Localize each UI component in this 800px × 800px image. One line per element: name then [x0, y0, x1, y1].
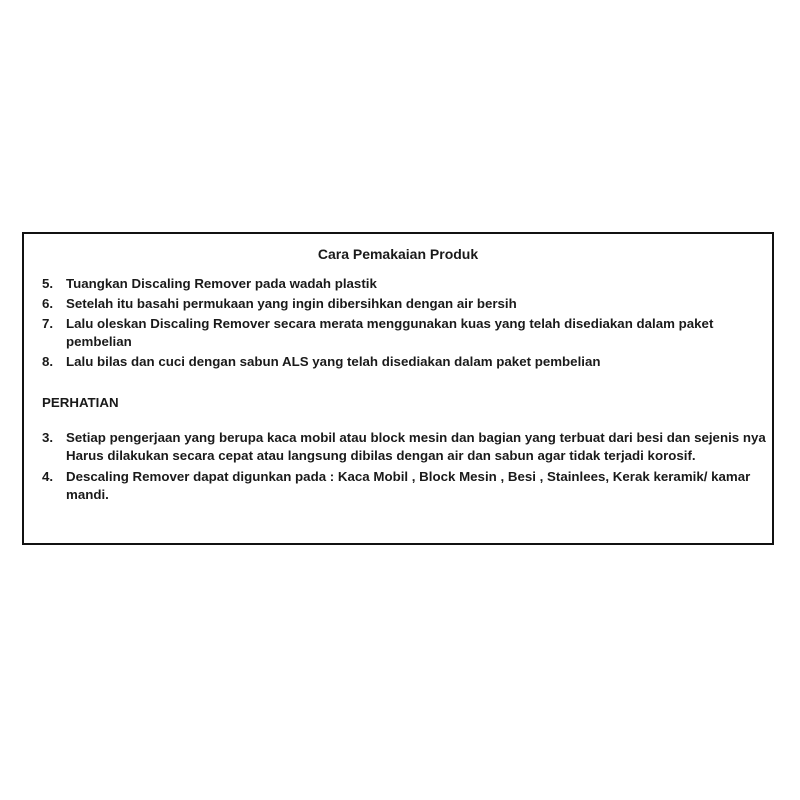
- list-item: [42, 295, 778, 313]
- step-text: Setelah itu basahi permukaan yang ingin dibersihkan dengan air bersih: [66, 296, 517, 311]
- instruction-title: Cara Pemakaian Produk: [317, 246, 479, 262]
- step-number: 5.: [42, 276, 54, 291]
- instruction-box: [22, 232, 774, 545]
- list-item: [42, 429, 778, 465]
- step-number: 8.: [42, 354, 54, 369]
- note-text: Setiap pengerjaan yang berupa kaca mobil atau block mesin dan bagian yang terbuat dari besi dan sejenis nya Harus dilakukan secara cepat atau langsung dibilas dengan air dan sabun agar tidak terjadi korosif.: [66, 430, 766, 463]
- list-item: [42, 468, 778, 504]
- step-number: 7.: [42, 316, 54, 331]
- warning-notes-list: [42, 429, 778, 507]
- list-item: [42, 275, 778, 293]
- note-text: Descaling Remover dapat digunkan pada : Kaca Mobil , Block Mesin , Besi , Stainlees, Kerak keramik/ kamar mandi.: [66, 469, 751, 502]
- list-item: [42, 315, 778, 351]
- step-text: Tuangkan Discaling Remover pada wadah plastik: [66, 276, 377, 291]
- list-item: [42, 353, 778, 371]
- warning-heading: PERHATIAN: [42, 395, 119, 410]
- note-number: 4.: [42, 469, 54, 484]
- usage-steps-list: [42, 275, 778, 373]
- step-number: 6.: [42, 296, 54, 311]
- note-number: 3.: [42, 430, 54, 445]
- step-text: Lalu bilas dan cuci dengan sabun ALS yang telah disediakan dalam paket pembelian: [66, 354, 601, 369]
- step-text: Lalu oleskan Discaling Remover secara merata menggunakan kuas yang telah disediakan dalam paket pembelian: [66, 316, 714, 349]
